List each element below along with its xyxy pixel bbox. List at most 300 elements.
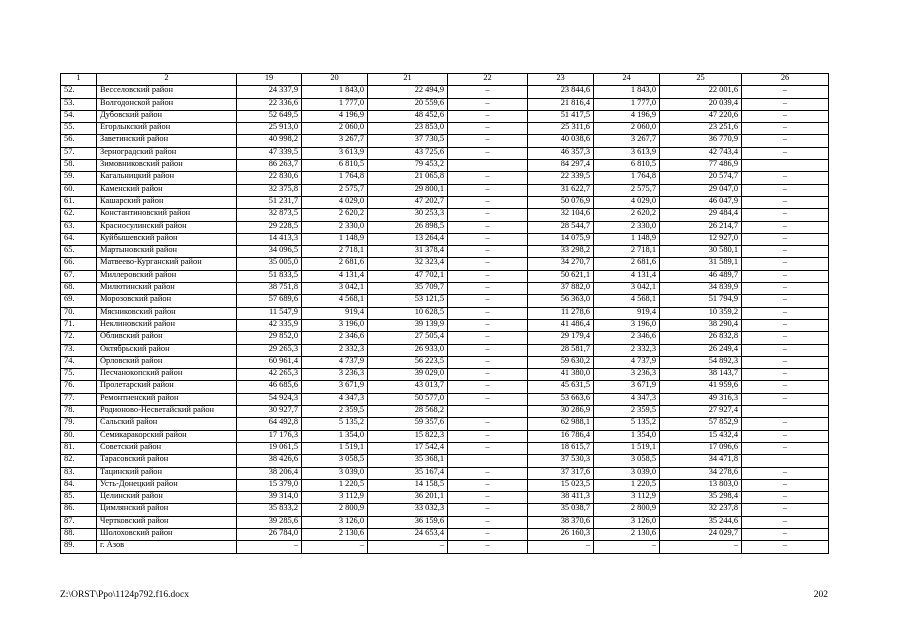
value-cell: 34 839,9 <box>660 283 742 295</box>
value-cell: 57 852,9 <box>660 418 742 430</box>
value-cell: – <box>742 295 829 307</box>
value-cell: 2 575,7 <box>302 184 368 196</box>
value-cell: – <box>742 369 829 381</box>
value-cell: – <box>448 283 528 295</box>
value-cell: 20 574,7 <box>660 172 742 184</box>
value-cell: 22 336,6 <box>237 98 302 110</box>
row-number-cell: 72. <box>61 332 97 344</box>
value-cell: 10 359,2 <box>660 307 742 319</box>
value-cell: 22 494,9 <box>368 86 448 98</box>
district-name-cell: Орловский район <box>97 356 237 368</box>
value-cell: 11 278,6 <box>528 307 594 319</box>
value-cell: 53 121,5 <box>368 295 448 307</box>
value-cell: 2 718,1 <box>302 246 368 258</box>
column-header: 24 <box>594 74 660 86</box>
value-cell: 2 620,2 <box>594 209 660 221</box>
value-cell: 1 354,0 <box>302 430 368 442</box>
column-header: 21 <box>368 74 448 86</box>
district-name-cell: Целинский район <box>97 492 237 504</box>
table-row <box>61 123 829 135</box>
value-cell: 2 332,3 <box>594 344 660 356</box>
table-row <box>61 246 829 258</box>
value-cell: 4 131,4 <box>594 270 660 282</box>
value-cell: 47 220,6 <box>660 110 742 122</box>
district-name-cell: Морозовский район <box>97 295 237 307</box>
value-cell <box>742 455 829 467</box>
district-name-cell: Сальский район <box>97 418 237 430</box>
value-cell: 3 671,9 <box>302 381 368 393</box>
value-cell: 2 800,9 <box>302 504 368 516</box>
value-cell: – <box>448 381 528 393</box>
value-cell: 37 530,3 <box>528 455 594 467</box>
value-cell: 51 794,9 <box>660 295 742 307</box>
value-cell: – <box>448 467 528 479</box>
value-cell: 31 589,1 <box>660 258 742 270</box>
value-cell: 35 709,7 <box>368 283 448 295</box>
value-cell: 3 042,1 <box>594 283 660 295</box>
table-row <box>61 455 829 467</box>
table-row <box>61 209 829 221</box>
value-cell: 2 346,6 <box>594 332 660 344</box>
value-cell: – <box>448 492 528 504</box>
value-cell: – <box>742 541 829 553</box>
value-cell: 1 519,1 <box>302 442 368 454</box>
district-name-cell: Кашарский район <box>97 196 237 208</box>
row-number-cell: 54. <box>61 110 97 122</box>
value-cell: 38 290,4 <box>660 319 742 331</box>
value-cell: 77 486,9 <box>660 160 742 172</box>
value-cell: – <box>742 528 829 540</box>
value-cell: 3 267,7 <box>302 135 368 147</box>
value-cell: 24 653,4 <box>368 528 448 540</box>
table-row <box>61 196 829 208</box>
value-cell: 14 413,3 <box>237 233 302 245</box>
row-number-cell: 57. <box>61 147 97 159</box>
value-cell: 35 167,4 <box>368 467 448 479</box>
row-number-cell: 70. <box>61 307 97 319</box>
district-name-cell: Миллеровский район <box>97 270 237 282</box>
value-cell: 18 615,7 <box>528 442 594 454</box>
table-row <box>61 233 829 245</box>
row-number-cell: 82. <box>61 455 97 467</box>
value-cell: 19 061,5 <box>237 442 302 454</box>
value-cell: 28 568,2 <box>368 406 448 418</box>
row-number-cell: 55. <box>61 123 97 135</box>
value-cell: 27 927,4 <box>660 406 742 418</box>
value-cell: 15 432,4 <box>660 430 742 442</box>
value-cell: 3 042,1 <box>302 283 368 295</box>
value-cell: 2 060,0 <box>302 123 368 135</box>
value-cell: 56 363,0 <box>528 295 594 307</box>
value-cell: 2 681,6 <box>302 258 368 270</box>
value-cell: 1 764,8 <box>302 172 368 184</box>
value-cell: 38 426,6 <box>237 455 302 467</box>
value-cell: – <box>448 196 528 208</box>
value-cell: – <box>448 233 528 245</box>
value-cell: – <box>742 172 829 184</box>
value-cell: – <box>448 504 528 516</box>
value-cell: – <box>448 270 528 282</box>
value-cell <box>448 406 528 418</box>
row-number-cell: 78. <box>61 406 97 418</box>
value-cell: 24 337,9 <box>237 86 302 98</box>
value-cell: 53 663,6 <box>528 393 594 405</box>
value-cell: 4 737,9 <box>594 356 660 368</box>
value-cell: 43 013,7 <box>368 381 448 393</box>
table-row <box>61 479 829 491</box>
value-cell: – <box>448 258 528 270</box>
value-cell: 36 159,6 <box>368 516 448 528</box>
value-cell: – <box>742 393 829 405</box>
district-name-cell: Тарасовский район <box>97 455 237 467</box>
value-cell <box>448 455 528 467</box>
value-cell: 4 196,9 <box>302 110 368 122</box>
value-cell: 29 179,4 <box>528 332 594 344</box>
value-cell: 3 236,3 <box>594 369 660 381</box>
row-number-cell: 87. <box>61 516 97 528</box>
district-name-cell: Константиновский район <box>97 209 237 221</box>
value-cell: 64 492,8 <box>237 418 302 430</box>
value-cell: 51 417,5 <box>528 110 594 122</box>
value-cell: 37 882,0 <box>528 283 594 295</box>
value-cell: 41 959,6 <box>660 381 742 393</box>
value-cell: – <box>448 246 528 258</box>
value-cell: – <box>742 430 829 442</box>
value-cell: 37 317,6 <box>528 467 594 479</box>
value-cell: 54 892,3 <box>660 356 742 368</box>
value-cell: 29 265,3 <box>237 344 302 356</box>
row-number-cell: 62. <box>61 209 97 221</box>
value-cell: 16 786,4 <box>528 430 594 442</box>
district-name-cell: Матвеево-Курганский район <box>97 258 237 270</box>
value-cell: 2 330,0 <box>302 221 368 233</box>
value-cell: – <box>448 541 528 553</box>
value-cell <box>742 160 829 172</box>
value-cell: – <box>448 528 528 540</box>
value-cell: 47 702,1 <box>368 270 448 282</box>
table-row <box>61 332 829 344</box>
table-row <box>61 467 829 479</box>
value-cell: 38 751,8 <box>237 283 302 295</box>
value-cell: 35 244,6 <box>660 516 742 528</box>
value-cell: – <box>742 196 829 208</box>
value-cell: 47 202,7 <box>368 196 448 208</box>
value-cell: 54 924,3 <box>237 393 302 405</box>
table-row <box>61 516 829 528</box>
value-cell: 15 822,3 <box>368 430 448 442</box>
value-cell: 1 354,0 <box>594 430 660 442</box>
value-cell: – <box>742 233 829 245</box>
row-number-cell: 61. <box>61 196 97 208</box>
value-cell: – <box>448 418 528 430</box>
value-cell: – <box>448 516 528 528</box>
column-header: 25 <box>660 74 742 86</box>
value-cell: 39 285,6 <box>237 516 302 528</box>
value-cell: 4 029,0 <box>594 196 660 208</box>
value-cell: – <box>742 123 829 135</box>
value-cell: – <box>742 270 829 282</box>
value-cell: – <box>742 221 829 233</box>
value-cell: – <box>448 319 528 331</box>
value-cell: 46 357,3 <box>528 147 594 159</box>
row-number-cell: 59. <box>61 172 97 184</box>
value-cell: – <box>448 110 528 122</box>
row-number-cell: 63. <box>61 221 97 233</box>
value-cell: 2 359,5 <box>302 406 368 418</box>
district-name-cell: Пролетарский район <box>97 381 237 393</box>
value-cell: 4 347,3 <box>594 393 660 405</box>
value-cell: – <box>742 258 829 270</box>
document-path: Z:\ORST\Ppo\1124p792.f16.docx <box>60 590 189 600</box>
value-cell: 2 359,5 <box>594 406 660 418</box>
column-header: 1 <box>61 74 97 86</box>
value-cell: – <box>448 123 528 135</box>
value-cell: 51 231,7 <box>237 196 302 208</box>
value-cell: 29 228,5 <box>237 221 302 233</box>
district-name-cell: Заветинский район <box>97 135 237 147</box>
value-cell: 26 832,8 <box>660 332 742 344</box>
district-name-cell: Родионово-Несветайский район <box>97 406 237 418</box>
value-cell: – <box>742 516 829 528</box>
value-cell: 13 803,0 <box>660 479 742 491</box>
value-cell: 45 631,5 <box>528 381 594 393</box>
district-name-cell: Ремонтненский район <box>97 393 237 405</box>
value-cell: – <box>448 479 528 491</box>
value-cell: 1 777,0 <box>594 98 660 110</box>
value-cell: – <box>448 209 528 221</box>
value-cell: – <box>448 307 528 319</box>
value-cell: 20 039,4 <box>660 98 742 110</box>
row-number-cell: 60. <box>61 184 97 196</box>
value-cell: 26 898,5 <box>368 221 448 233</box>
value-cell: 46 685,6 <box>237 381 302 393</box>
value-cell: 11 547,9 <box>237 307 302 319</box>
table-row <box>61 406 829 418</box>
district-name-cell: Мясниковский район <box>97 307 237 319</box>
value-cell: – <box>742 86 829 98</box>
row-number-cell: 84. <box>61 479 97 491</box>
value-cell: 29 047,0 <box>660 184 742 196</box>
value-cell: 32 323,4 <box>368 258 448 270</box>
district-name-cell: Волгодонской район <box>97 98 237 110</box>
value-cell: 84 297,4 <box>528 160 594 172</box>
value-cell: 1 220,5 <box>594 479 660 491</box>
table-row <box>61 344 829 356</box>
value-cell: – <box>742 209 829 221</box>
value-cell: – <box>237 541 302 553</box>
table-row <box>61 270 829 282</box>
value-cell: – <box>448 86 528 98</box>
value-cell: 32 873,5 <box>237 209 302 221</box>
value-cell: 4 568,1 <box>302 295 368 307</box>
value-cell: 32 375,8 <box>237 184 302 196</box>
row-number-cell: 81. <box>61 442 97 454</box>
row-number-cell: 56. <box>61 135 97 147</box>
row-number-cell: 80. <box>61 430 97 442</box>
district-name-cell: Цимлянский район <box>97 504 237 516</box>
district-name-cell: Каменский район <box>97 184 237 196</box>
value-cell: 3 039,0 <box>302 467 368 479</box>
district-name-cell: Шолоховский район <box>97 528 237 540</box>
value-cell: 1 843,0 <box>302 86 368 98</box>
value-cell: – <box>302 541 368 553</box>
row-number-cell: 79. <box>61 418 97 430</box>
row-number-cell: 64. <box>61 233 97 245</box>
value-cell: 22 339,5 <box>528 172 594 184</box>
value-cell: – <box>742 492 829 504</box>
value-cell: – <box>448 332 528 344</box>
district-name-cell: Обливский район <box>97 332 237 344</box>
value-cell: – <box>742 135 829 147</box>
value-cell: 50 577,0 <box>368 393 448 405</box>
table-row <box>61 283 829 295</box>
value-cell: – <box>742 307 829 319</box>
row-number-cell: 75. <box>61 369 97 381</box>
value-cell: 26 214,7 <box>660 221 742 233</box>
value-cell: 59 357,6 <box>368 418 448 430</box>
value-cell: 50 621,1 <box>528 270 594 282</box>
value-cell: 79 453,2 <box>368 160 448 172</box>
value-cell: 35 298,4 <box>660 492 742 504</box>
value-cell: – <box>742 283 829 295</box>
value-cell: 43 725,6 <box>368 147 448 159</box>
district-name-cell: Куйбышевский район <box>97 233 237 245</box>
value-cell: 6 810,5 <box>594 160 660 172</box>
table-row <box>61 98 829 110</box>
row-number-cell: 73. <box>61 344 97 356</box>
district-name-cell: Мартыновский район <box>97 246 237 258</box>
value-cell: 2 575,7 <box>594 184 660 196</box>
value-cell: – <box>742 381 829 393</box>
value-cell: 1 777,0 <box>302 98 368 110</box>
value-cell: 51 833,5 <box>237 270 302 282</box>
value-cell: 22 830,6 <box>237 172 302 184</box>
value-cell: 25 913,0 <box>237 123 302 135</box>
value-cell: 1 843,0 <box>594 86 660 98</box>
budget-table <box>60 73 829 554</box>
value-cell: 1 519,1 <box>594 442 660 454</box>
district-name-cell: Октябрьский район <box>97 344 237 356</box>
value-cell: – <box>742 110 829 122</box>
value-cell: 1 148,9 <box>594 233 660 245</box>
value-cell: 919,4 <box>302 307 368 319</box>
table-row <box>61 541 829 553</box>
value-cell: 26 784,0 <box>237 528 302 540</box>
value-cell: – <box>742 332 829 344</box>
value-cell: 29 800,1 <box>368 184 448 196</box>
value-cell: 15 023,5 <box>528 479 594 491</box>
value-cell: 86 263,7 <box>237 160 302 172</box>
table-row <box>61 86 829 98</box>
table-row <box>61 160 829 172</box>
value-cell: – <box>742 467 829 479</box>
value-cell: 29 852,0 <box>237 332 302 344</box>
value-cell: 26 160,3 <box>528 528 594 540</box>
table-row <box>61 135 829 147</box>
value-cell: 47 339,5 <box>237 147 302 159</box>
value-cell: 3 112,9 <box>594 492 660 504</box>
column-header: 19 <box>237 74 302 86</box>
value-cell: 14 158,5 <box>368 479 448 491</box>
value-cell: 17 542,4 <box>368 442 448 454</box>
value-cell: 2 681,6 <box>594 258 660 270</box>
value-cell: – <box>742 319 829 331</box>
value-cell: – <box>742 98 829 110</box>
value-cell: 42 335,9 <box>237 319 302 331</box>
district-name-cell: Песчанокопский район <box>97 369 237 381</box>
district-name-cell: Семикаракорский район <box>97 430 237 442</box>
value-cell: 28 581,7 <box>528 344 594 356</box>
table-row <box>61 442 829 454</box>
district-name-cell: Тацинский район <box>97 467 237 479</box>
value-cell: – <box>448 344 528 356</box>
value-cell: 46 489,7 <box>660 270 742 282</box>
value-cell: 30 286,9 <box>528 406 594 418</box>
district-name-cell: Дубовский район <box>97 110 237 122</box>
value-cell: 13 264,4 <box>368 233 448 245</box>
table-row <box>61 184 829 196</box>
value-cell: 40 038,6 <box>528 135 594 147</box>
page-number: 202 <box>813 590 828 600</box>
row-number-cell: 71. <box>61 319 97 331</box>
district-name-cell: Неклиновский район <box>97 319 237 331</box>
value-cell: 17 176,3 <box>237 430 302 442</box>
row-number-cell: 67. <box>61 270 97 282</box>
value-cell: 17 096,6 <box>660 442 742 454</box>
row-number-cell: 69. <box>61 295 97 307</box>
value-cell: 34 270,7 <box>528 258 594 270</box>
value-cell: 23 853,0 <box>368 123 448 135</box>
budget-table-page <box>60 73 828 554</box>
value-cell: 6 810,5 <box>302 160 368 172</box>
value-cell: 3 126,0 <box>594 516 660 528</box>
value-cell: 24 029,7 <box>660 528 742 540</box>
value-cell: 57 689,6 <box>237 295 302 307</box>
value-cell: 2 130,6 <box>594 528 660 540</box>
value-cell: 4 029,0 <box>302 196 368 208</box>
value-cell: 23 251,6 <box>660 123 742 135</box>
value-cell: 23 844,6 <box>528 86 594 98</box>
value-cell: 3 112,9 <box>302 492 368 504</box>
value-cell: 2 800,9 <box>594 504 660 516</box>
value-cell: 38 411,3 <box>528 492 594 504</box>
value-cell: – <box>660 541 742 553</box>
value-cell: – <box>448 295 528 307</box>
value-cell: 38 370,6 <box>528 516 594 528</box>
value-cell: 48 452,6 <box>368 110 448 122</box>
row-number-cell: 85. <box>61 492 97 504</box>
column-header: 20 <box>302 74 368 86</box>
value-cell: 3 058,5 <box>302 455 368 467</box>
value-cell: 3 196,0 <box>302 319 368 331</box>
value-cell: 2 330,0 <box>594 221 660 233</box>
value-cell: 34 096,5 <box>237 246 302 258</box>
value-cell: 27 505,4 <box>368 332 448 344</box>
table-row <box>61 356 829 368</box>
value-cell: 10 628,5 <box>368 307 448 319</box>
value-cell: – <box>528 541 594 553</box>
value-cell <box>742 406 829 418</box>
value-cell: – <box>742 246 829 258</box>
value-cell: 62 988,1 <box>528 418 594 430</box>
table-row <box>61 492 829 504</box>
value-cell: 25 311,6 <box>528 123 594 135</box>
value-cell: 2 060,0 <box>594 123 660 135</box>
value-cell: 15 379,0 <box>237 479 302 491</box>
value-cell: 21 065,8 <box>368 172 448 184</box>
value-cell: – <box>448 430 528 442</box>
district-name-cell: Зимовниковский район <box>97 160 237 172</box>
